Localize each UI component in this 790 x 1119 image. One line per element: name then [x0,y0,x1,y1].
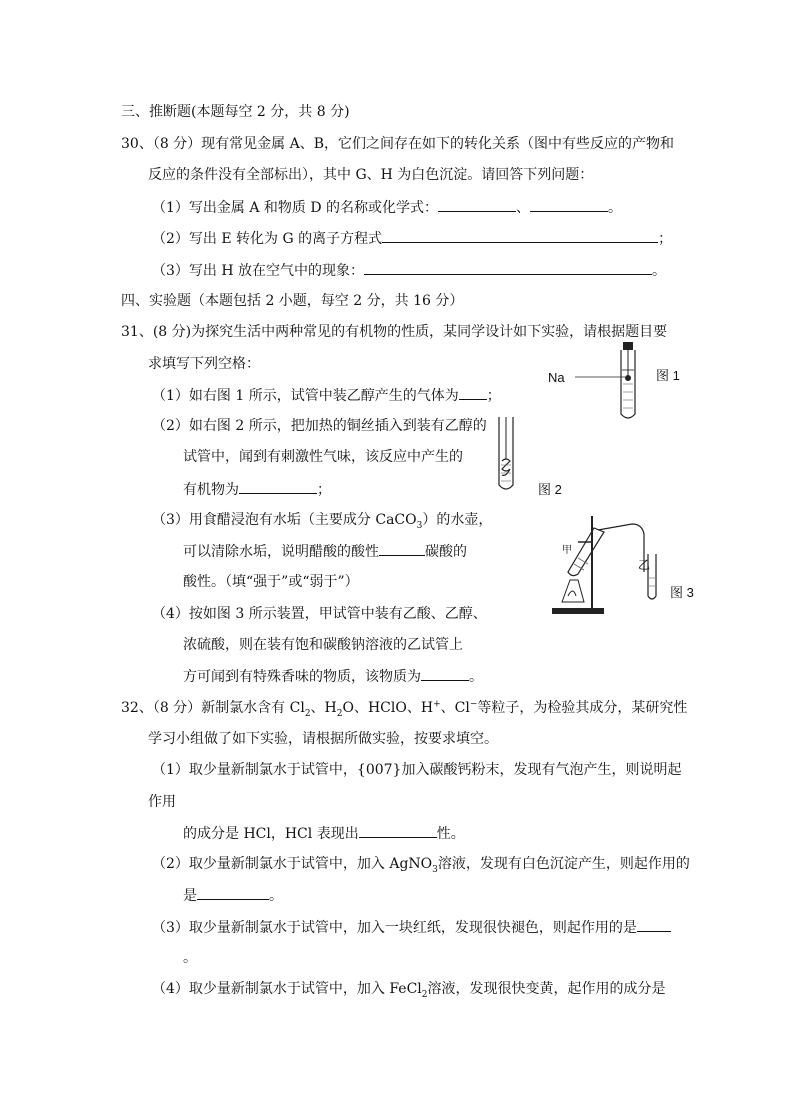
q32-sub-3b: 。 [183,950,197,966]
q32-line-1 [121,699,687,717]
answer-blank[interactable] [359,824,437,838]
q32-sub-1c [183,824,465,843]
answer-blank[interactable] [637,918,671,932]
figure-2-test-tube [490,415,530,495]
q31-line-2: 求填写下列空格： [148,356,260,372]
separator: 、 [516,200,531,216]
q31-sub-4c [183,667,483,686]
q31-3b-pre: 可以清除水垢，说明醋酸的酸性 [183,544,379,560]
figure-3-label: 图 3 [670,585,694,600]
figure-3-yi-label: 乙 [638,558,651,572]
q31-sub-2a: （2）如右图 2 所示，把加热的铜丝插入到装有乙醇的 [152,418,487,434]
q32-post: 等粒子，为检验其成分，某研究性 [477,700,688,716]
q32-sub-3a [152,918,671,937]
q32-sub-2b [183,886,283,905]
end-mark: 。 [652,263,667,279]
end-mark: ； [658,231,673,247]
q31-sub-3a [152,511,492,529]
q32-m2: O、HClO、H [342,700,434,716]
answer-blank[interactable] [459,386,487,400]
q32-sub-4 [152,980,666,998]
end-mark: 。 [269,888,283,904]
figure-3-jia-label: 甲 [562,545,572,556]
q31-sub-4a: （4）按如图 3 所示装置，甲试管中装有乙酸、乙醇、 [152,606,487,622]
q30-sub-1 [152,198,622,217]
q32-2b-text: 是 [183,888,197,904]
q31-sub-2c [183,480,331,499]
q31-4c-text: 方可闻到有特殊香味的物质，该物质为 [183,669,421,685]
figure-2-label: 图 2 [538,482,562,497]
q32-2a-post: 溶液，发现有白色沉淀产生，则起作用的 [437,856,690,872]
subscript: 2 [336,708,343,719]
superscript: − [469,699,478,710]
q32-m1: 、H [310,700,337,716]
q30-line-1: 30、（8 分）现有常见金属 A、B，它们之间存在如下的转化关系（图中有些反应的产物和 [121,136,675,152]
subscript: 2 [421,989,428,1000]
q31-sub-4b: 浓硫酸，则在装有饱和碳酸钠溶液的乙试管上 [183,637,463,653]
answer-blank[interactable] [197,886,269,900]
q32-3a-text: （3）取少量新制氯水于试管中，加入一块红纸，发现很快褪色，则起作用的是 [152,920,637,936]
q30-1-text: （1）写出金属 A 和物质 D 的名称或化学式： [152,200,439,216]
subscript: 3 [432,864,438,875]
answer-blank[interactable] [379,542,425,556]
q32-1c-end: 性。 [436,826,465,842]
q32-2a-pre: （2）取少量新制氯水于试管中，加入 AgNO [152,856,433,872]
q31-3a-post: ）的水壶， [422,512,493,528]
q32-4-pre: （4）取少量新制氯水于试管中，加入 FeCl [152,981,422,997]
q30-line-2: 反应的条件没有全部标出），其中 G、H 为白色沉淀。请回答下列问题： [148,167,594,183]
figure-1-label: 图 1 [656,368,680,383]
q30-3-text: （3）写出 H 放在空气中的现象： [152,263,365,279]
subscript: 3 [416,520,423,531]
q32-sub-2a [152,855,690,873]
answer-blank[interactable] [364,261,652,275]
end-mark: ； [486,388,501,404]
answer-blank[interactable] [438,198,516,212]
answer-blank[interactable] [239,480,317,494]
section-4-heading: 四、实验题（本题包括 2 小题，每空 2 分，共 16 分） [121,293,464,309]
q31-3a-pre: （3）用食醋浸泡有水垢（主要成分 CaCO [152,512,417,528]
q30-2-text: （2）写出 E 转化为 G 的离子方程式 [152,231,383,247]
q32-4-post: 溶液，发现很快变黄，起作用的成分是 [427,981,666,997]
end-mark: ； [317,482,331,498]
q31-sub-1 [152,386,501,405]
q31-sub-2b: 试管中，闻到有刺激性气味，该反应中产生的 [183,449,463,465]
q31-2c-text: 有机物为 [183,482,239,498]
q31-sub-3b [183,542,467,561]
q32-sub-1a: （1）取少量新制氯水于试管中，{007}加入碳酸钙粉末，发现有气泡产生，则说明起 [152,762,682,778]
q30-sub-2 [152,229,672,248]
q31-line-1: 31、(8 分)为探究生活中两种常见的有机物的性质，某同学设计如下实验，请根据题目要 [121,324,668,340]
q31-3b-post: 碳酸的 [425,544,467,560]
q32-line-2: 学习小组做了如下实验，请根据所做实验，按要求填空。 [148,731,498,747]
subscript: 2 [304,708,311,719]
end-mark: 。 [608,200,623,216]
q31-1-text: （1）如右图 1 所示，试管中装乙醇产生的气体为 [152,388,459,404]
q31-sub-3c: 酸性。（填“强于”或“弱于”） [183,574,359,590]
figure-1-na-label: Na [548,370,565,385]
q32-pre: 32、（8 分）新制氯水含有 Cl [121,700,305,716]
q30-sub-3 [152,261,666,280]
section-3-heading: 三、推断题(本题每空 2 分，共 8 分) [121,104,350,120]
answer-blank[interactable] [530,198,608,212]
q32-sub-1b: 作用 [148,794,176,810]
end-mark: 。 [469,669,483,685]
q32-m3: 、Cl [440,700,470,716]
q32-1c-text: 的成分是 HCl，HCl 表现出 [183,826,359,842]
figure-1-test-tube [570,340,650,425]
answer-blank[interactable] [382,229,658,243]
superscript: + [433,699,441,710]
answer-blank[interactable] [421,667,469,681]
